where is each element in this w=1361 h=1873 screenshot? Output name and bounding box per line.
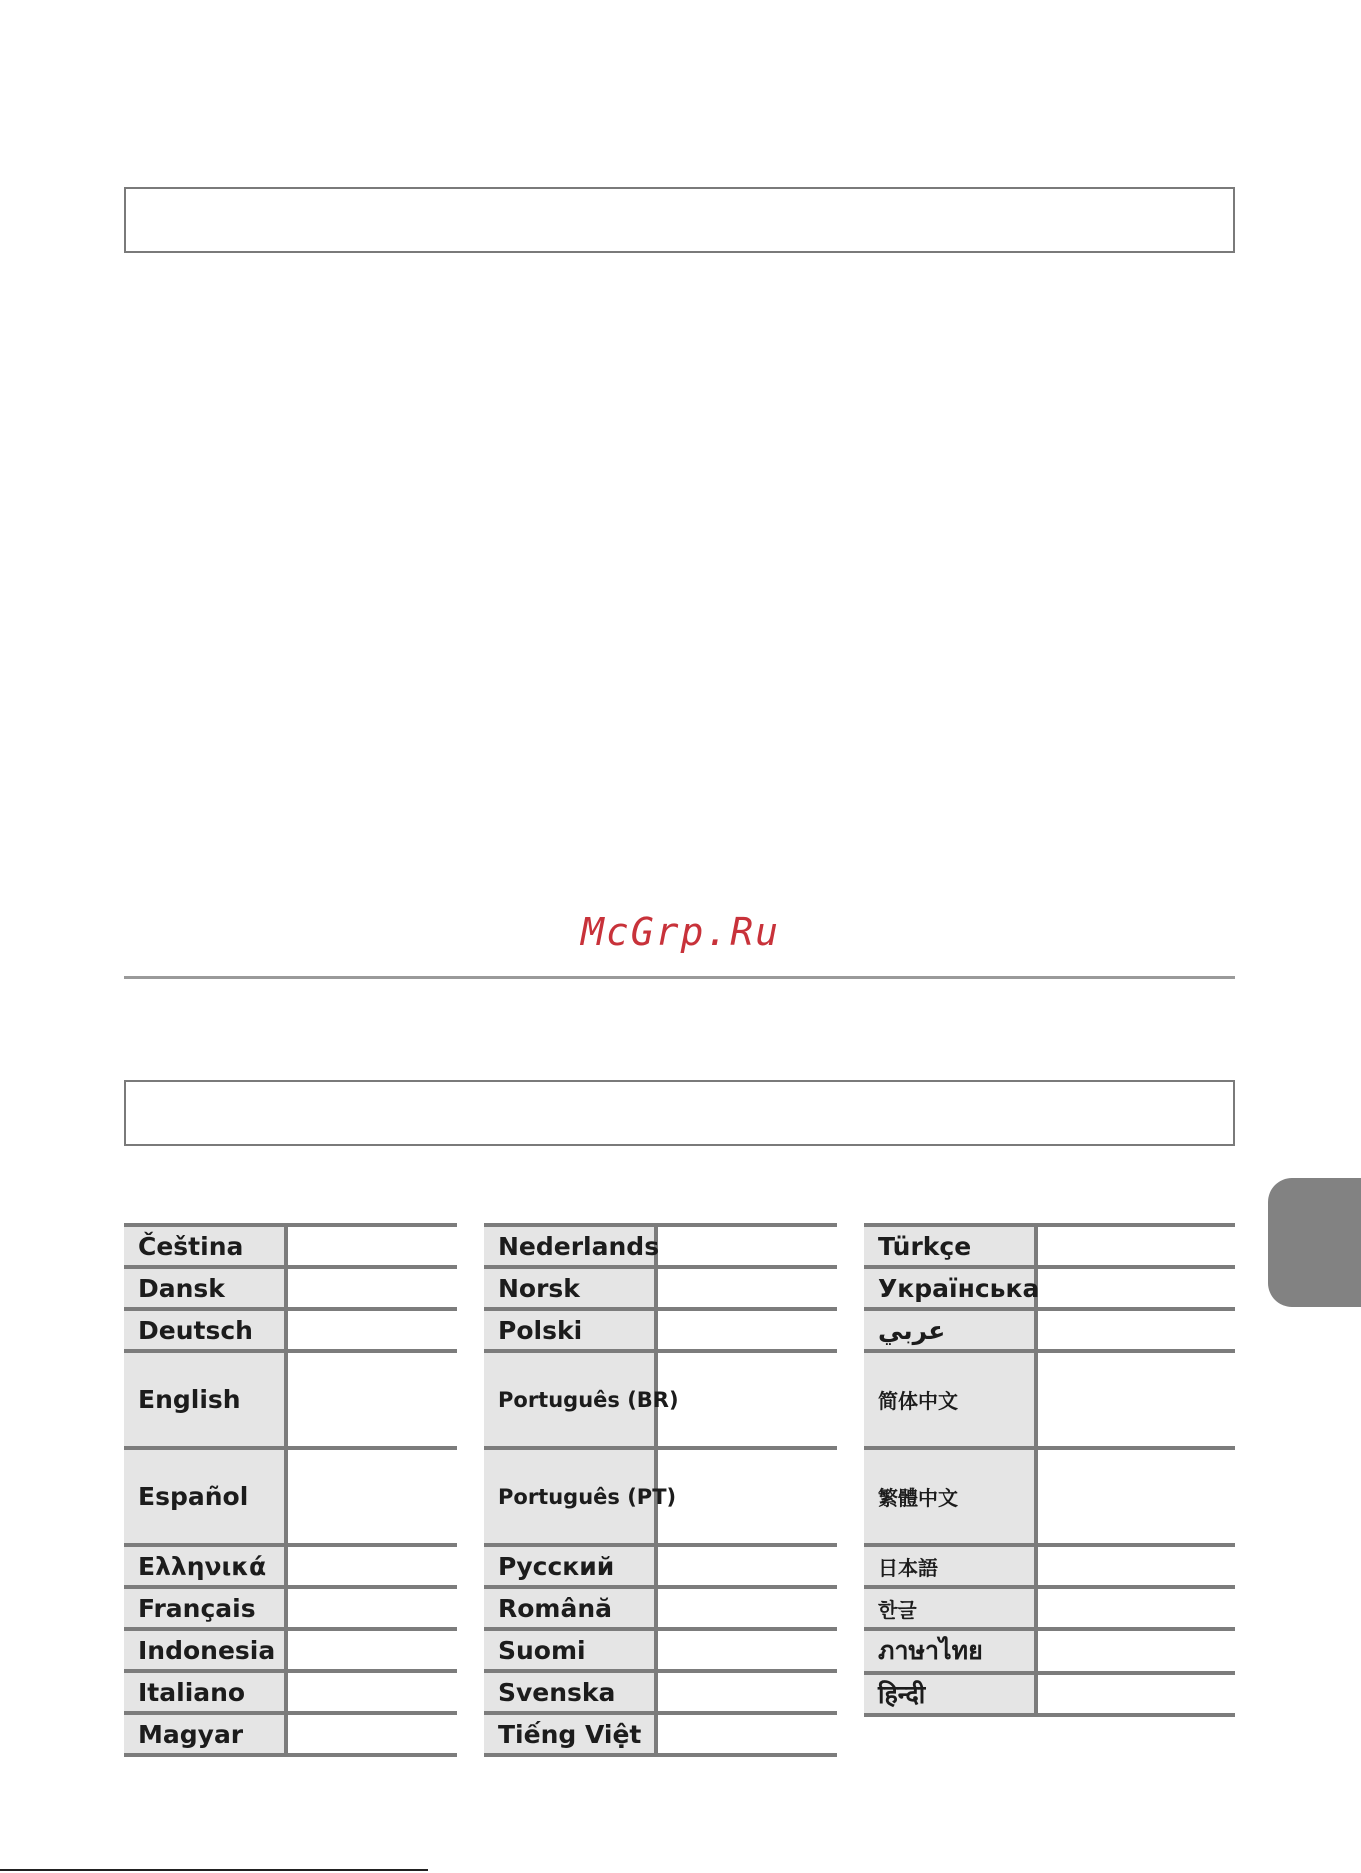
language-row	[864, 1448, 1235, 1545]
language-value-cell	[1036, 1351, 1235, 1448]
language-value-cell	[656, 1713, 837, 1755]
language-name: Polski	[484, 1309, 656, 1351]
language-name: 繁體中文	[864, 1448, 1036, 1545]
language-row	[864, 1545, 1235, 1587]
language-value-cell	[286, 1671, 457, 1713]
language-name: 简体中文	[864, 1351, 1036, 1448]
top-empty-box	[124, 187, 1235, 253]
language-name: Tiếng Việt	[484, 1713, 656, 1755]
language-row	[124, 1713, 457, 1755]
language-value-cell	[1036, 1587, 1235, 1629]
language-value-cell	[656, 1671, 837, 1713]
language-name: Italiano	[124, 1671, 286, 1713]
language-row	[124, 1309, 457, 1351]
language-name: Português (PT)	[484, 1448, 656, 1545]
language-row	[864, 1629, 1235, 1673]
language-value-cell	[286, 1351, 457, 1448]
language-row	[864, 1225, 1235, 1267]
language-value-cell	[656, 1587, 837, 1629]
language-row	[124, 1671, 457, 1713]
language-row	[864, 1351, 1235, 1448]
language-row	[484, 1545, 837, 1587]
language-row	[484, 1225, 837, 1267]
language-value-cell	[286, 1225, 457, 1267]
language-name: Español	[124, 1448, 286, 1545]
language-value-cell	[656, 1629, 837, 1671]
language-table-column-3	[864, 1223, 1235, 1717]
language-name: Русский	[484, 1545, 656, 1587]
language-name: Magyar	[124, 1713, 286, 1755]
watermark-text: McGrp.Ru	[580, 910, 781, 954]
language-name: English	[124, 1351, 286, 1448]
language-value-cell	[286, 1587, 457, 1629]
language-name: Українська	[864, 1267, 1036, 1309]
language-row	[484, 1713, 837, 1755]
language-row	[864, 1309, 1235, 1351]
language-name: Čeština	[124, 1225, 286, 1267]
language-row	[484, 1629, 837, 1671]
language-name: Português (BR)	[484, 1351, 656, 1448]
language-name: Dansk	[124, 1267, 286, 1309]
language-name: 日本語	[864, 1545, 1036, 1587]
language-value-cell	[1036, 1673, 1235, 1715]
language-name: Deutsch	[124, 1309, 286, 1351]
language-name: Ελληνικά	[124, 1545, 286, 1587]
language-name: Suomi	[484, 1629, 656, 1671]
language-value-cell	[286, 1629, 457, 1671]
language-name: Türkçe	[864, 1225, 1036, 1267]
language-name: Română	[484, 1587, 656, 1629]
language-value-cell	[656, 1545, 837, 1587]
language-value-cell	[1036, 1267, 1235, 1309]
language-value-cell	[656, 1309, 837, 1351]
language-name: 한글	[864, 1587, 1036, 1629]
footer-line	[0, 1869, 428, 1871]
language-row	[864, 1267, 1235, 1309]
language-row	[484, 1587, 837, 1629]
language-value-cell	[286, 1545, 457, 1587]
language-row	[124, 1587, 457, 1629]
language-row	[484, 1309, 837, 1351]
language-value-cell	[656, 1351, 837, 1448]
language-value-cell	[1036, 1629, 1235, 1673]
language-row	[124, 1351, 457, 1448]
language-name: Français	[124, 1587, 286, 1629]
language-value-cell	[1036, 1448, 1235, 1545]
language-row	[484, 1671, 837, 1713]
language-row	[864, 1587, 1235, 1629]
section-divider	[124, 976, 1235, 979]
language-value-cell	[1036, 1225, 1235, 1267]
language-row	[124, 1629, 457, 1671]
language-table-column-2	[484, 1223, 837, 1757]
language-table-column-1	[124, 1223, 457, 1757]
language-name: Indonesia	[124, 1629, 286, 1671]
language-value-cell	[286, 1713, 457, 1755]
language-row	[124, 1225, 457, 1267]
side-index-tab	[1268, 1178, 1361, 1307]
language-value-cell	[286, 1267, 457, 1309]
language-name: عربي	[864, 1309, 1036, 1351]
language-name: Svenska	[484, 1671, 656, 1713]
language-value-cell	[1036, 1545, 1235, 1587]
language-value-cell	[656, 1448, 837, 1545]
language-row	[484, 1351, 837, 1448]
language-value-cell	[1036, 1309, 1235, 1351]
language-value-cell	[286, 1448, 457, 1545]
language-name: हिन्दी	[864, 1673, 1036, 1715]
language-name: Norsk	[484, 1267, 656, 1309]
language-row	[864, 1673, 1235, 1715]
bottom-empty-box	[124, 1080, 1235, 1146]
language-row	[484, 1448, 837, 1545]
language-row	[484, 1267, 837, 1309]
language-value-cell	[286, 1309, 457, 1351]
language-name: Nederlands	[484, 1225, 656, 1267]
language-name: ภาษาไทย	[864, 1629, 1036, 1673]
language-value-cell	[656, 1267, 837, 1309]
language-row	[124, 1448, 457, 1545]
language-value-cell	[656, 1225, 837, 1267]
language-row	[124, 1267, 457, 1309]
language-row	[124, 1545, 457, 1587]
